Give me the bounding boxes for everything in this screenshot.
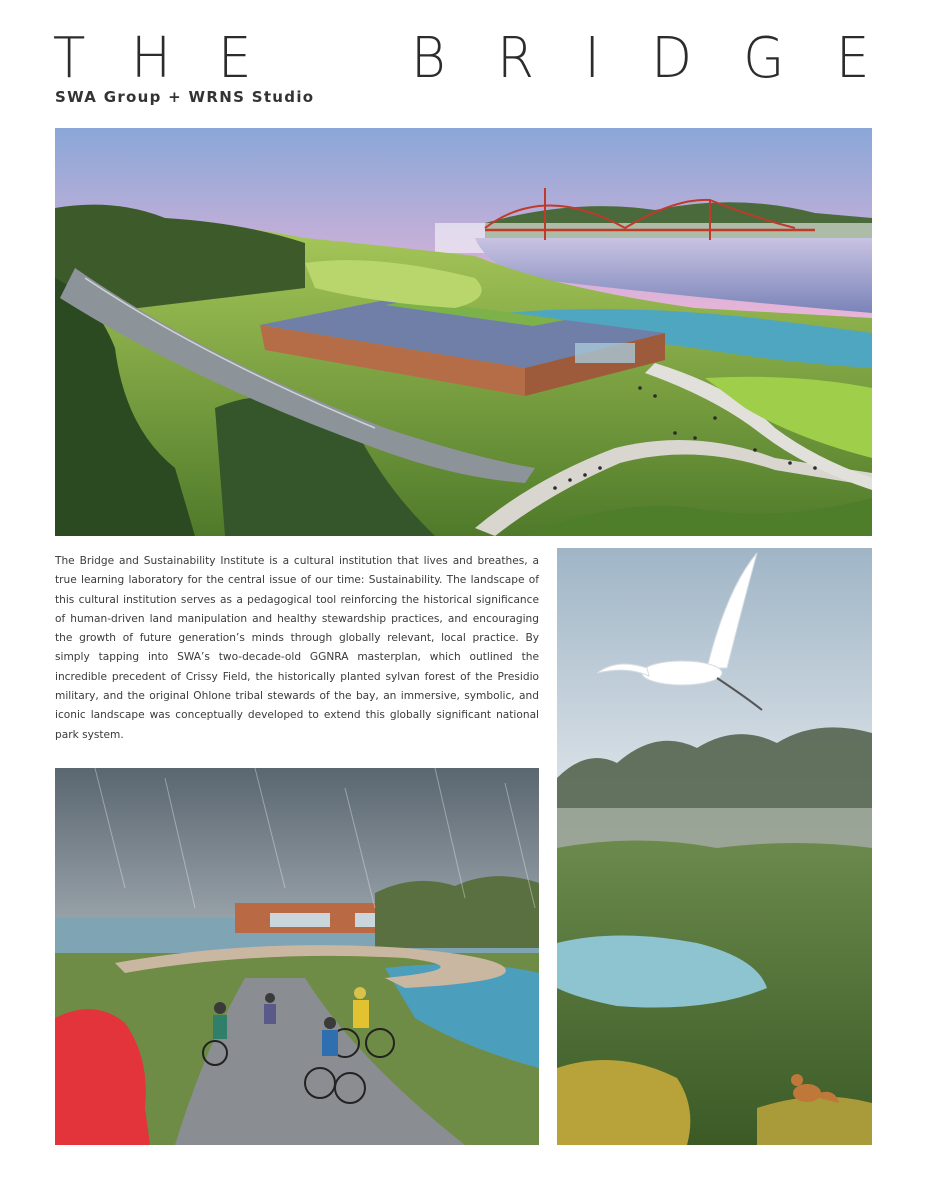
title-letter: D (650, 26, 692, 91)
subtitle: SWA Group + WRNS Studio (55, 88, 315, 106)
title-word-the (52, 28, 252, 90)
page-title (52, 28, 872, 90)
title-letter: G (743, 26, 785, 91)
title-letter: H (131, 26, 172, 91)
title-letter: B (410, 26, 446, 91)
body-paragraph: The Bridge and Sustainability Institute is a cultural institution that lives and breathes, a true learning laboratory for the central issue of our time: Sustainability. The landscape of this cultural institution serves as a pedagogical tool reinforcing the historical significance of human-driven land manipulation and healthy stewardship practices, and encouraging the growth of future generation’s minds through globally relevant, local practice. By simply tapping into SWA’s two-decade-old GGNRA masterplan, which outlined the incredible precedent of Crissy Field, the historically planted sylvan forest of the Presidio military, and the original Ohlone tribal stewards of the bay, an immersive, symbolic, and iconic landscape was conceptually developed to extend this globally significant national park system. (55, 555, 539, 741)
egret-marsh-image (557, 548, 872, 1145)
title-letter: T (52, 26, 86, 91)
title-letter: I (584, 26, 601, 91)
title-letter: E (835, 26, 870, 91)
title-letter: E (217, 26, 252, 91)
title-word-bridge (410, 28, 870, 90)
hero-rendering-image (55, 128, 872, 536)
cyclists-path-image (55, 768, 539, 1145)
title-letter: R (496, 26, 534, 91)
